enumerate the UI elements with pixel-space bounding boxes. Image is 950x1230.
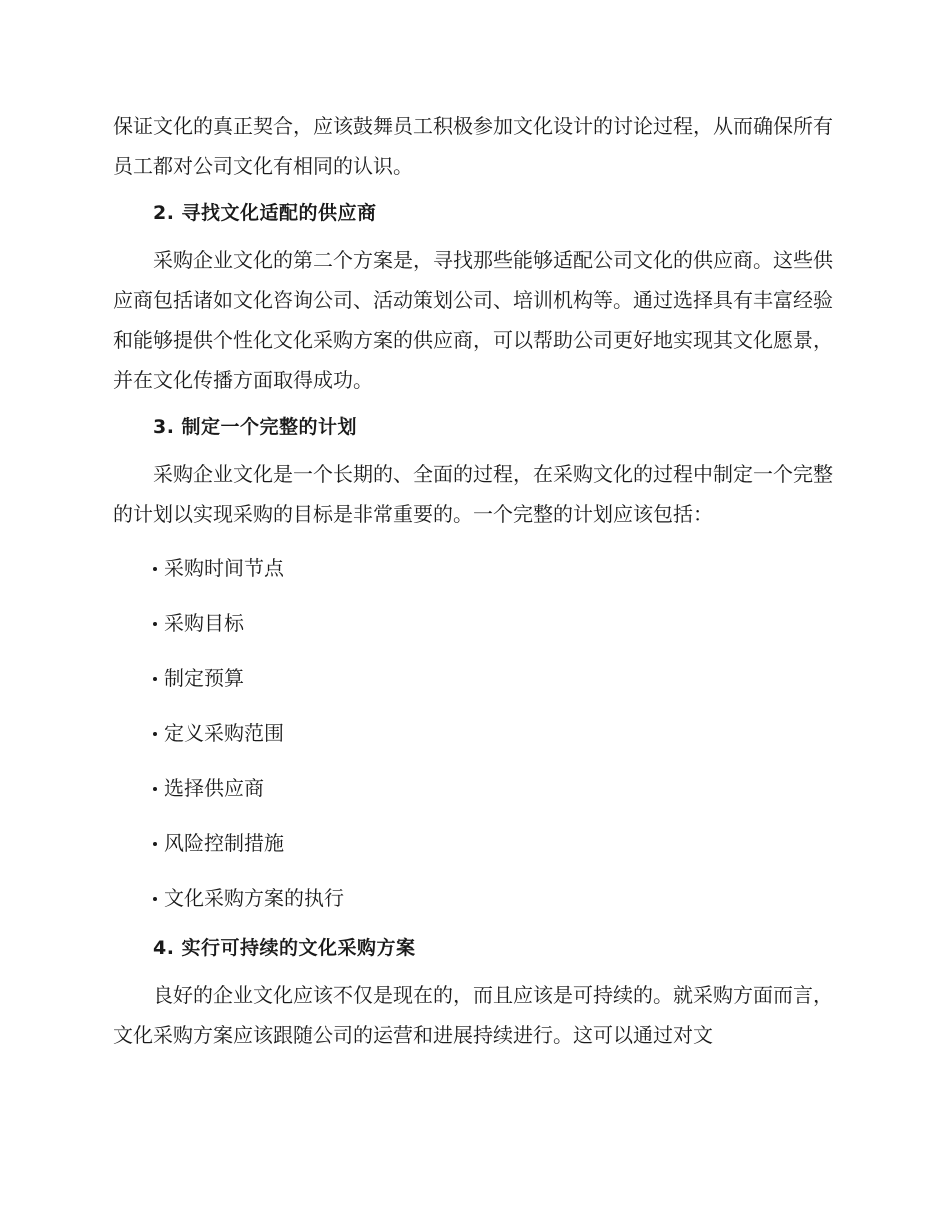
bullet-text: 选择供应商: [164, 776, 264, 800]
bullet-text: 采购时间节点: [164, 556, 284, 580]
document-body: [113, 106, 833, 1055]
section-paragraph-2: 采购企业文化的第二个方案是，寻找那些能够适配公司文化的供应商。这些供应商包括诸如文化咨询公司、活动策划公司、培训机构等。通过选择具有丰富经验和能够提供个性化文化采购方案的供应商，可以帮助公司更好地实现其文化愿景，并在文化传播方面取得成功。: [113, 248, 833, 392]
bullet-dot-icon: [153, 567, 157, 571]
bullet-dot-icon: [153, 787, 157, 791]
bullet-item: [153, 878, 833, 918]
section-heading-3: 3. 制定一个完整的计划: [153, 416, 358, 438]
bullet-text: 制定预算: [164, 666, 244, 690]
bullet-text: 采购目标: [164, 611, 244, 635]
bullet-item: [153, 713, 833, 753]
bullet-item: [153, 603, 833, 643]
bullet-dot-icon: [153, 732, 157, 736]
bullet-text: 文化采购方案的执行: [164, 886, 344, 910]
spacer: [113, 534, 833, 548]
bullet-item: [153, 548, 833, 588]
bullet-text: 风险控制措施: [164, 831, 284, 855]
bullet-dot-icon: [153, 842, 157, 846]
bullet-dot-icon: [153, 897, 157, 901]
section-paragraph-3: 采购企业文化是一个长期的、全面的过程，在采购文化的过程中制定一个完整的计划以实现采购的目标是非常重要的。一个完整的计划应该包括：: [113, 462, 833, 526]
plan-bullet-list: [113, 548, 833, 918]
bullet-item: [153, 768, 833, 808]
intro-paragraph: 保证文化的真正契合，应该鼓舞员工积极参加文化设计的讨论过程，从而确保所有员工都对公司文化有相同的认识。: [113, 114, 833, 178]
section-heading-4: 4. 实行可持续的文化采购方案: [153, 937, 416, 959]
bullet-item: [153, 658, 833, 698]
bullet-dot-icon: [153, 677, 157, 681]
bullet-dot-icon: [153, 622, 157, 626]
section-heading-2: 2. 寻找文化适配的供应商: [153, 202, 377, 224]
bullet-text: 定义采购范围: [164, 721, 284, 745]
section-paragraph-4: 良好的企业文化应该不仅是现在的，而且应该是可持续的。就采购方面而言，文化采购方案应该跟随公司的运营和进展持续进行。这可以通过对文: [113, 983, 833, 1047]
bullet-item: [153, 823, 833, 863]
